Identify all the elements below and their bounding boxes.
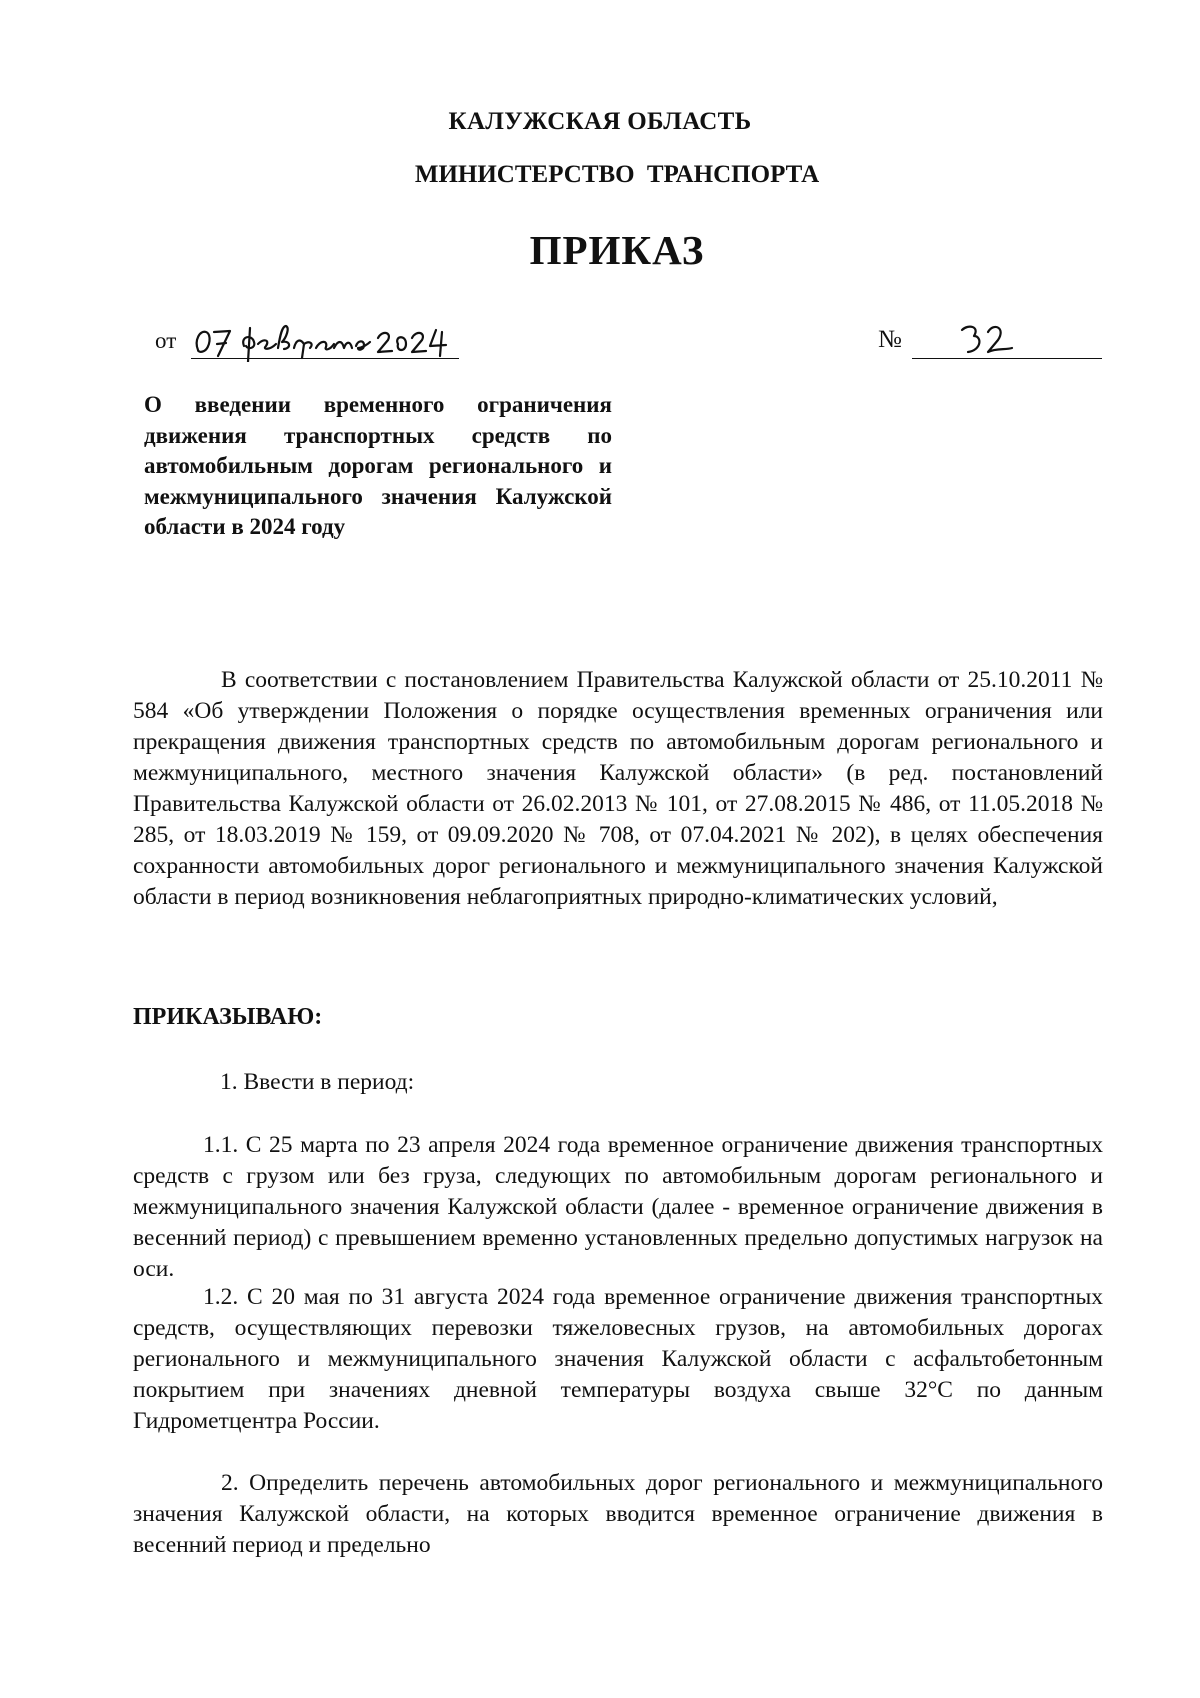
- document-type-heading: ПРИКАЗ: [529, 227, 705, 273]
- item-1-1-paragraph: 1.1. С 25 марта по 23 апреля 2024 года временное ограничение движения транспортных средств с грузом или без груза, следующих по автомобильным дорогам регионального и межмуниципального значения Калужской области (далее - временное ограничение движения в весенний период) с превышением временно установленных предельно допустимых нагрузок на оси.: [133, 1132, 1103, 1282]
- document-subject: О введении временного ограничения движения транспортных средств по автомобильным дорогам регионального и межмуниципального значения Калужской области в 2024 году: [144, 392, 612, 540]
- handwritten-date: [192, 318, 462, 362]
- preamble-paragraph: В соответствии с постановлением Правительства Калужской области от 25.10.2011 № 584 «Об утверждении Положения о порядке осуществления временных ограничения или прекращения движения транспортных средств по автомобильным дорогам регионального и межмуниципального, местного значения Калужской области» (в ред. постановлений Правительства Калужской области от 26.02.2013 № 101, от 27.08.2015 № 486, от 11.05.2018 № 285, от 18.03.2019 № 159, от 09.09.2020 № 708, от 07.04.2021 № 202), в целях обеспечения сохранности автомобильных дорог регионального и межмуниципального значения Калужской области в период возникновения неблагоприятных природно-климатических условий,: [133, 667, 1103, 910]
- ministry-heading: МИНИСТЕРСТВО ТРАНСПОРТА: [414, 161, 820, 188]
- item-2-paragraph: 2. Определить перечень автомобильных дорог регионального и межмуниципального значения Калужской области, на которых вводится временное ограничение движения в весенний период и предельно: [133, 1470, 1103, 1558]
- date-label: от: [155, 328, 177, 353]
- handwritten-number: [958, 318, 1018, 362]
- item-1-2-paragraph: 1.2. С 20 мая по 31 августа 2024 года временное ограничение движения транспортных средств, осуществляющих перевозки тяжеловесных грузов, на автомобильных дорогах регионального и межмуниципального значения Калужской области с асфальтобетонным покрытием при значениях дневной температуры воздуха свыше 32°С по данным Гидрометцентра России.: [133, 1284, 1103, 1434]
- number-label: №: [878, 326, 902, 353]
- order-word: ПРИКАЗЫВАЮ:: [133, 1004, 323, 1030]
- item-1: 1. Ввести в период:: [220, 1069, 415, 1095]
- region-heading: КАЛУЖСКАЯ ОБЛАСТЬ: [448, 108, 752, 135]
